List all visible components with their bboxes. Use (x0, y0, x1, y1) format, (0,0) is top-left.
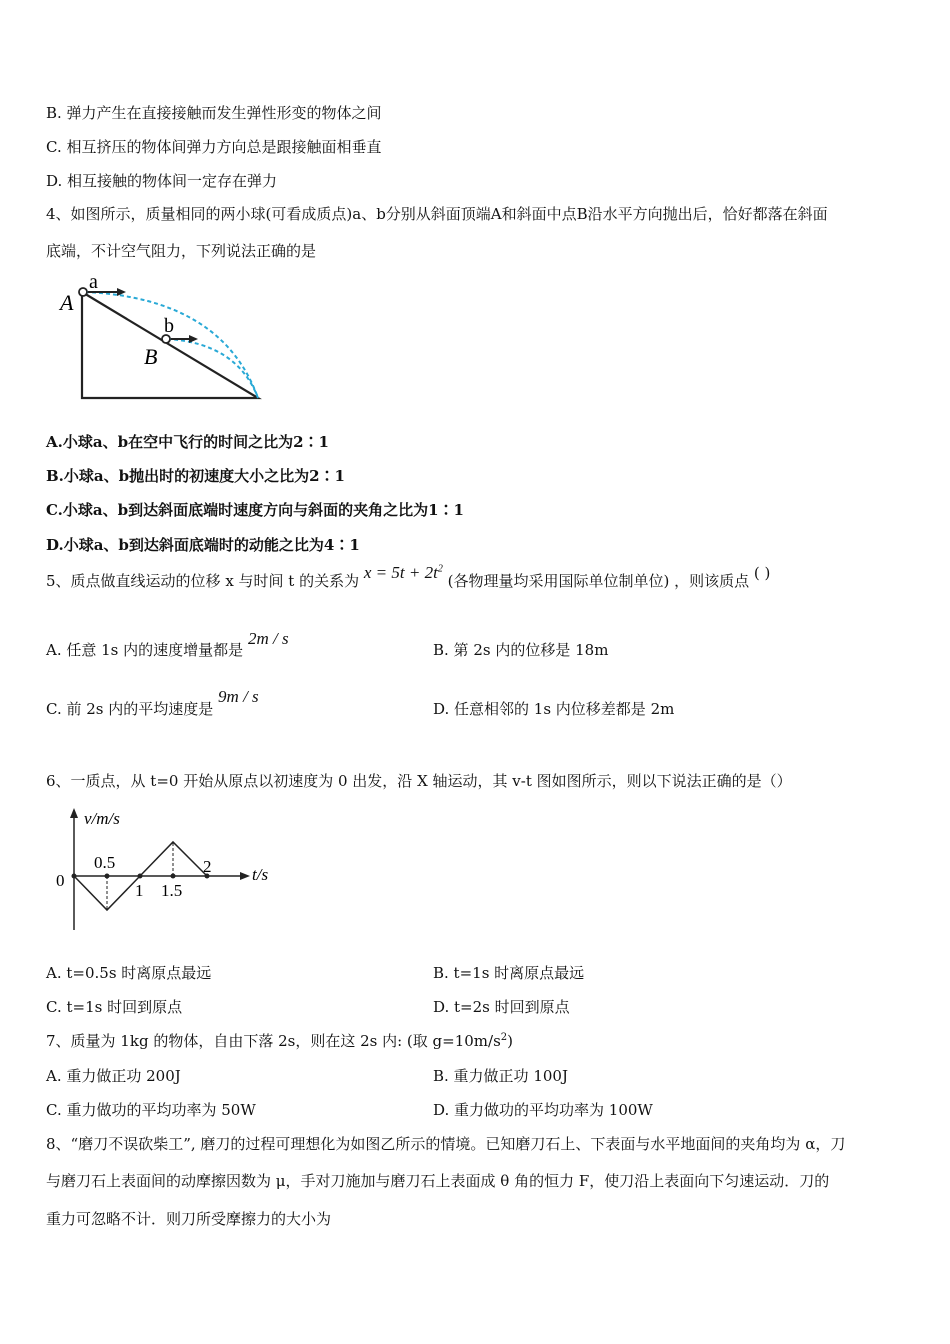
arrow-b-head (189, 335, 198, 343)
q3-option-b: B. 弹力产生在直接接触而发生弹性形变的物体之间 (46, 104, 382, 122)
q5-option-a-math: 2m / s (247, 629, 289, 648)
q8-line1: 8、“磨刀不误砍柴工”, 磨刀的过程可理想化为如图乙所示的情境。已知磨刀石上、下表面与水平地面间的夹角均为 α，刀 (46, 1135, 846, 1153)
q5-option-d: D. 任意相邻的 1s 内位移差都是 2m (433, 700, 675, 718)
q5-stem-pre: 5、质点做直线运动的位移 x 与时间 t 的关系为 (46, 572, 360, 590)
q5-formula: $x = 5t + 2t^2$ (363, 563, 443, 582)
label-a: a (89, 271, 98, 293)
q4-stem-line2: 底端，不计空气阻力，下列说法正确的是 (46, 242, 317, 260)
tick-0-5: 0.5 (94, 853, 116, 872)
q6-vt-graph (52, 802, 282, 937)
q4-option-d: D.小球a、b到达斜面底端时的动能之比为4∶1 (46, 536, 360, 554)
y-axis-label: v/m/s (84, 809, 120, 828)
q3-option-c: C. 相互挤压的物体间弹力方向总是跟接触面相垂直 (46, 138, 382, 156)
q4-stem-line1: 4、如图所示，质量相同的两小球(可看成质点)a、b分别从斜面顶端A和斜面中点B沿水平方向抛出后，恰好都落在斜面 (46, 205, 828, 223)
q5-stem (46, 563, 771, 591)
x-axis-arrow (240, 872, 250, 880)
q5-stem-post: ，则该质点 (674, 572, 750, 590)
label-A: A (60, 290, 74, 315)
origin-label: 0 (56, 871, 65, 890)
q5-option-c: C. 前 2s 内的平均速度是 9m / s (46, 687, 259, 718)
q7-stem: 7、质量为 1kg 的物体，自由下落 2s，则在这 2s 内: (取 $g=10m/s^2$) (46, 1032, 514, 1050)
q6-option-a: A. t=0.5s 时离原点最远 (46, 964, 212, 982)
q7-option-a: A. 重力做正功 200J (46, 1067, 181, 1085)
q5-option-b: B. 第 2s 内的位移是 18m (433, 641, 609, 659)
label-b: b (164, 315, 174, 337)
tick-2: 2 (203, 857, 212, 876)
q6-option-b: B. t=1s 时离原点最远 (433, 964, 585, 982)
tick-1: 1 (135, 881, 144, 900)
q7-option-d: D. 重力做功的平均功率为 100W (433, 1101, 653, 1119)
q5-stem-paren: (各物理量均采用国际单位制单位) (447, 572, 670, 590)
label-B: B (144, 344, 158, 369)
x-axis-label: t/s (252, 865, 269, 884)
q7-option-c: C. 重力做功的平均功率为 50W (46, 1101, 256, 1119)
q6-stem: 6、一质点，从 t=0 开始从原点以初速度为 0 出发，沿 X 轴运动，其 v-t 图如图所示，则以下说法正确的是（） (46, 772, 792, 790)
tick-1-5: 1.5 (161, 881, 183, 900)
y-axis-arrow (70, 808, 78, 818)
q6-option-c: C. t=1s 时回到原点 (46, 998, 183, 1016)
q8-line2: 与磨刀石上表面间的动摩擦因数为 μ，手对刀施加与磨刀石上表面成 θ 角的恒力 F，使刀沿上表面向下匀速运动．刀的 (46, 1172, 830, 1190)
q7-option-b: B. 重力做正功 100J (433, 1067, 568, 1085)
q4-option-c: C.小球a、b到达斜面底端时速度方向与斜面的夹角之比为1∶1 (46, 501, 464, 519)
q3-option-d: D. 相互接触的物体间一定存在弹力 (46, 172, 278, 190)
ball-a (79, 288, 87, 296)
q6-option-d: D. t=2s 时回到原点 (433, 998, 570, 1016)
q4-option-b: B.小球a、b抛出时的初速度大小之比为2∶1 (46, 467, 345, 485)
q5-option-a: A. 任意 1s 内的速度增量都是 2m / s (46, 629, 289, 659)
q5-option-c-math: 9m / s (218, 687, 259, 706)
q4-incline-figure (52, 268, 272, 408)
q8-line3: 重力可忽略不计．则刀所受摩擦力的大小为 (46, 1210, 332, 1228)
q5-answer-paren: ( ) (753, 564, 771, 582)
q4-option-a: A.小球a、b在空中飞行的时间之比为2∶1 (46, 433, 329, 451)
